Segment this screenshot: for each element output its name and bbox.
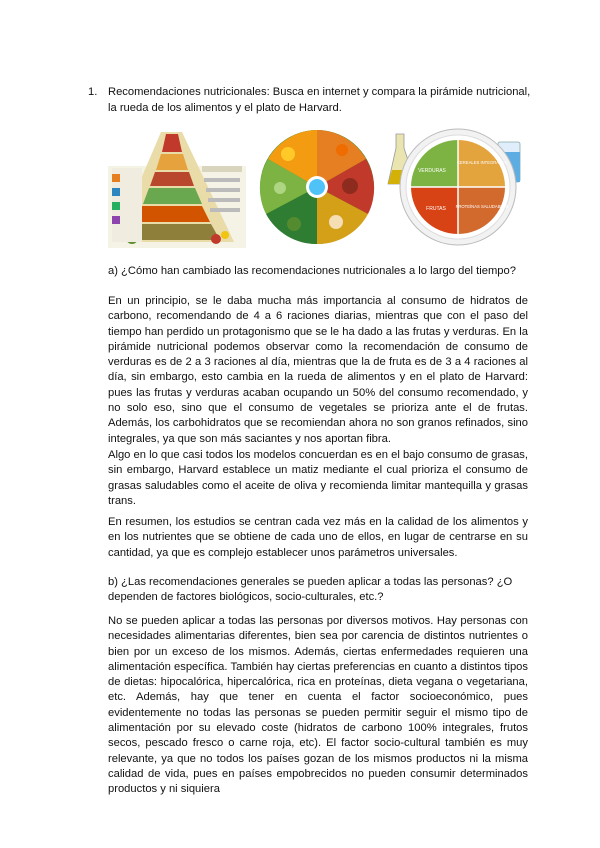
plate-label-protein: PROTEÍNAS SALUDABLES xyxy=(455,204,509,209)
item-1 xyxy=(88,84,535,116)
plate-label-fruits: FRUTAS xyxy=(426,206,446,212)
harvard-plate-image xyxy=(386,126,528,253)
paragraph-individual-needs: No se pueden aplicar a todas las personas por diversos motivos. Hay personas con necesidades alimentarias diferentes, bien sea por carencia de distintos nutrientes o bien por un exceso de los mismos. Además, ciertas enfermedades requieren una alimentación específica. También hay ciertas preferencias en cuanto a distintos tipos de dietas: hipocalórica, hipercalórica, rica en proteínas, dieta vegana o vegetariana, etc. Además, hay que tener en cuenta el factor socioeconómico, pues evidentemente no todas las personas se pueden permitir seguir el mismo tipo de alimentación por su elevado coste (hidratos de carbono 100% integrales, frutos secos, pescado fresco o carne roja, etc). El factor socio-cultural también es muy relevante, ya que no todos los países gozan de los mismos productos ni la misma calidad de vida, pues en países empobrecidos no pueden consumir determinados productos y ni siquiera xyxy=(108,615,528,796)
illustrations-row xyxy=(108,126,528,248)
question-b: b) ¿Las recomendaciones generales se pueden aplicar a todas las personas? ¿O dependen de factores biológicos, socio-culturales, etc.? xyxy=(108,576,513,604)
question-a: a) ¿Cómo han cambiado las recomendaciones nutricionales a lo largo del tiempo? xyxy=(108,265,516,277)
paragraph-carbohydrates: En un principio, se le daba mucha más importancia al consumo de hidratos de carbono, recomendando de 4 a 6 raciones diarias, mientras que con el paso del tiempo han perdido un protagonismo que se le ha dado a las frutas y verduras. En la pirámide nutricional podemos observar como la recomendación de consumo de verduras es de 2 a 3 raciones al día, mientras que la de fruta es de 3 a 4 raciones al día, sin embargo, esto cambia en la rueda de alimentos y en el plato de Harvard: pues las frutas y verduras acaban ocupando un 50% del consumo recomendado, y no solo eso, sino que el consumo de vegetales se prioriza ante el de frutas. Además, los carbohidratos que se recomiendan ahora no son granos refinados, sino integrales, ya que son más saciantes y nos aportan fibra. xyxy=(108,295,528,445)
plate-label-vegetables: VERDURAS xyxy=(418,168,446,174)
food-wheel-image xyxy=(258,126,376,253)
paragraph-fats: Algo en lo que casi todos los modelos concuerdan es en el bajo consumo de grasas, sin embargo, Harvard establece un matiz mediante el cual prioriza el consumo de grasas saludables como el aceite de oliva y recomienda limitar mantequilla y grasas trans. xyxy=(108,449,528,507)
item-number: 1. xyxy=(88,86,98,98)
item-text: Recomendaciones nutricionales: Busca en internet y compara la pirámide nutricional, la rueda de los alimentos y el plato de Harvard. xyxy=(108,86,531,114)
plate-label-grains: CEREALES INTEGRALES xyxy=(456,160,508,165)
food-pyramid-image xyxy=(108,126,246,253)
paragraph-summary: En resumen, los estudios se centran cada vez más en la calidad de los alimentos y en los nutrientes que se obtiene de cada uno de ellos, en lugar de centrarse en su cantidad, ya que es complejo establecer unos parámetros universales. xyxy=(108,516,528,559)
